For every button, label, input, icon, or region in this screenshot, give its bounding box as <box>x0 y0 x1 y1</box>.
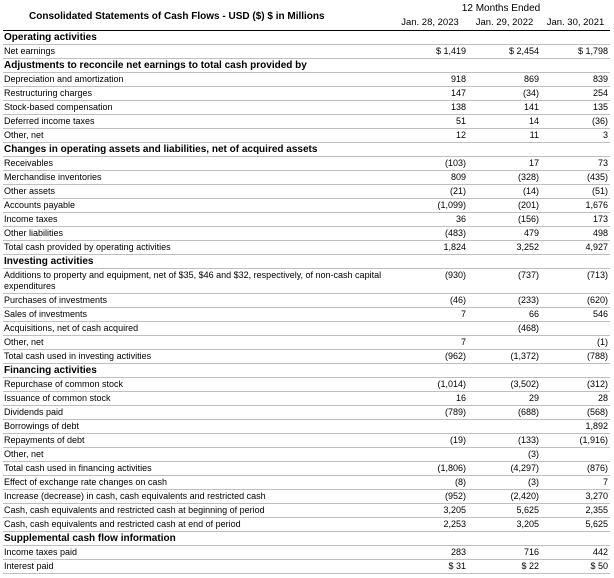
section-label: Supplemental cash flow information <box>3 532 392 546</box>
table-row <box>3 546 610 560</box>
row-label: Sales of investments <box>3 308 392 322</box>
cell-value-2022: (737) <box>468 269 541 294</box>
table-row <box>3 129 610 143</box>
cell-value-2022: (156) <box>468 213 541 227</box>
cell-value-2022 <box>468 364 541 378</box>
table-row <box>3 434 610 448</box>
cell-value-2022: (3) <box>468 448 541 462</box>
table-row <box>3 448 610 462</box>
table-row <box>3 560 610 574</box>
section-header-row <box>3 364 610 378</box>
cell-value-2023: 36 <box>392 213 468 227</box>
cell-value-2023 <box>392 364 468 378</box>
row-label: Other, net <box>3 129 392 143</box>
cell-value-2022: $ 22 <box>468 560 541 574</box>
row-label: Other assets <box>3 185 392 199</box>
row-label: Additions to property and equipment, net of $35, $46 and $32, respectively, of non-cash capital expenditures <box>3 269 392 294</box>
cell-value-2023: 16 <box>392 392 468 406</box>
cell-value-2022: $ 2,454 <box>468 45 541 59</box>
cell-value-2021 <box>541 255 610 269</box>
row-label: Repurchase of common stock <box>3 378 392 392</box>
table-row <box>3 322 610 336</box>
row-label: Cash, cash equivalents and restricted cash at beginning of period <box>3 504 392 518</box>
table-row <box>3 73 610 87</box>
table-row <box>3 490 610 504</box>
section-label: Investing activities <box>3 255 392 269</box>
cell-value-2022 <box>468 31 541 45</box>
cell-value-2021: 73 <box>541 157 610 171</box>
table-row <box>3 294 610 308</box>
cell-value-2023: $ 1,419 <box>392 45 468 59</box>
cell-value-2023: (21) <box>392 185 468 199</box>
section-header-row <box>3 31 610 45</box>
cell-value-2021: (36) <box>541 115 610 129</box>
table-row <box>3 406 610 420</box>
cell-value-2022: 66 <box>468 308 541 322</box>
row-label: Purchases of investments <box>3 294 392 308</box>
cell-value-2021: 3,270 <box>541 490 610 504</box>
cell-value-2021: $ 50 <box>541 560 610 574</box>
cell-value-2021: (876) <box>541 462 610 476</box>
cell-value-2022: 141 <box>468 101 541 115</box>
cell-value-2022: 3,252 <box>468 241 541 255</box>
cell-value-2022: (688) <box>468 406 541 420</box>
period-header: 12 Months Ended <box>461 3 541 14</box>
cell-value-2023: 7 <box>392 308 468 322</box>
cell-value-2021: (1,916) <box>541 434 610 448</box>
cell-value-2022 <box>468 255 541 269</box>
table-row <box>3 227 610 241</box>
row-label: Stock-based compensation <box>3 101 392 115</box>
cell-value-2023: (789) <box>392 406 468 420</box>
cell-value-2021: 135 <box>541 101 610 115</box>
cell-value-2022 <box>468 532 541 546</box>
cell-value-2021: (568) <box>541 406 610 420</box>
cell-value-2022: (2,420) <box>468 490 541 504</box>
section-label: Adjustments to reconcile net earnings to total cash provided by <box>3 59 392 73</box>
table-row <box>3 462 610 476</box>
cell-value-2022: 14 <box>468 115 541 129</box>
cell-value-2022 <box>468 420 541 434</box>
row-label: Cash, cash equivalents and restricted cash at end of period <box>3 518 392 532</box>
section-header-row <box>3 255 610 269</box>
cell-value-2022: (468) <box>468 322 541 336</box>
table-row <box>3 350 610 364</box>
cell-value-2022: 11 <box>468 129 541 143</box>
header-row-group <box>3 2 610 15</box>
cell-value-2021 <box>541 59 610 73</box>
cell-value-2022: (328) <box>468 171 541 185</box>
row-label: Issuance of common stock <box>3 392 392 406</box>
cell-value-2023 <box>392 420 468 434</box>
table-row <box>3 87 610 101</box>
cell-value-2021 <box>541 364 610 378</box>
table-row <box>3 185 610 199</box>
table-row <box>3 171 610 185</box>
cell-value-2022: 17 <box>468 157 541 171</box>
cell-value-2021 <box>541 322 610 336</box>
cell-value-2021: 839 <box>541 73 610 87</box>
row-label: Increase (decrease) in cash, cash equivalents and restricted cash <box>3 490 392 504</box>
cell-value-2021 <box>541 143 610 157</box>
cell-value-2022: (1,372) <box>468 350 541 364</box>
cell-value-2021: (51) <box>541 185 610 199</box>
table-row <box>3 336 610 350</box>
cell-value-2021: 5,625 <box>541 518 610 532</box>
cell-value-2021: (713) <box>541 269 610 294</box>
row-label: Other, net <box>3 336 392 350</box>
cell-value-2023: 2,253 <box>392 518 468 532</box>
row-label: Total cash provided by operating activities <box>3 241 392 255</box>
section-label: Operating activities <box>3 31 392 45</box>
table-row <box>3 199 610 213</box>
cell-value-2021 <box>541 532 610 546</box>
row-label: Borrowings of debt <box>3 420 392 434</box>
cell-value-2021: 173 <box>541 213 610 227</box>
table-row <box>3 157 610 171</box>
section-label: Financing activities <box>3 364 392 378</box>
cell-value-2023: (103) <box>392 157 468 171</box>
cell-value-2023: (1,014) <box>392 378 468 392</box>
row-label: Other, net <box>3 448 392 462</box>
cell-value-2023 <box>392 322 468 336</box>
cell-value-2022: (233) <box>468 294 541 308</box>
column-header-2021: Jan. 30, 2021 <box>541 15 610 31</box>
table-row <box>3 45 610 59</box>
cell-value-2023 <box>392 143 468 157</box>
cell-value-2023: (930) <box>392 269 468 294</box>
cell-value-2021: 3 <box>541 129 610 143</box>
cell-value-2022: 479 <box>468 227 541 241</box>
table-row <box>3 241 610 255</box>
cell-value-2023: 283 <box>392 546 468 560</box>
cell-value-2021: 254 <box>541 87 610 101</box>
cell-value-2022: (201) <box>468 199 541 213</box>
cell-value-2022 <box>468 336 541 350</box>
section-label: Changes in operating assets and liabilities, net of acquired assets <box>3 143 392 157</box>
row-label: Income taxes <box>3 213 392 227</box>
cell-value-2023 <box>392 532 468 546</box>
cell-value-2023: 809 <box>392 171 468 185</box>
cell-value-2023: (1,099) <box>392 199 468 213</box>
cell-value-2023: (8) <box>392 476 468 490</box>
row-label: Depreciation and amortization <box>3 73 392 87</box>
cell-value-2023: (1,806) <box>392 462 468 476</box>
cell-value-2023: (19) <box>392 434 468 448</box>
cell-value-2022: 3,205 <box>468 518 541 532</box>
cell-value-2022: (14) <box>468 185 541 199</box>
table-row <box>3 101 610 115</box>
column-header-2023: Jan. 28, 2023 <box>392 15 468 31</box>
table-row <box>3 213 610 227</box>
row-label: Acquisitions, net of cash acquired <box>3 322 392 336</box>
cell-value-2023: 12 <box>392 129 468 143</box>
cell-value-2022: (3) <box>468 476 541 490</box>
cell-value-2021: (620) <box>541 294 610 308</box>
row-label: Interest paid <box>3 560 392 574</box>
table-row <box>3 392 610 406</box>
cell-value-2021: 28 <box>541 392 610 406</box>
row-label: Merchandise inventories <box>3 171 392 185</box>
cell-value-2023: 918 <box>392 73 468 87</box>
table-row <box>3 420 610 434</box>
row-label: Income taxes paid <box>3 546 392 560</box>
section-header-row <box>3 143 610 157</box>
row-label: Deferred income taxes <box>3 115 392 129</box>
cell-value-2022 <box>468 143 541 157</box>
row-label: Restructuring charges <box>3 87 392 101</box>
cell-value-2021: (435) <box>541 171 610 185</box>
section-header-row <box>3 59 610 73</box>
row-label: Other liabilities <box>3 227 392 241</box>
table-row <box>3 476 610 490</box>
cell-value-2021: 546 <box>541 308 610 322</box>
table-row <box>3 518 610 532</box>
cell-value-2022: (4,297) <box>468 462 541 476</box>
cell-value-2021 <box>541 448 610 462</box>
cell-value-2023: 138 <box>392 101 468 115</box>
cell-value-2023: 7 <box>392 336 468 350</box>
cell-value-2023: (46) <box>392 294 468 308</box>
row-label: Accounts payable <box>3 199 392 213</box>
cell-value-2023 <box>392 448 468 462</box>
cell-value-2023: 1,824 <box>392 241 468 255</box>
cell-value-2022 <box>468 59 541 73</box>
table-row <box>3 308 610 322</box>
column-header-2022: Jan. 29, 2022 <box>468 15 541 31</box>
cell-value-2021: (1) <box>541 336 610 350</box>
cell-value-2022: 716 <box>468 546 541 560</box>
cell-value-2023 <box>392 255 468 269</box>
cell-value-2023: $ 31 <box>392 560 468 574</box>
row-label: Net earnings <box>3 45 392 59</box>
cell-value-2023 <box>392 59 468 73</box>
cell-value-2021: 442 <box>541 546 610 560</box>
row-label: Receivables <box>3 157 392 171</box>
cell-value-2021: (312) <box>541 378 610 392</box>
section-header-row <box>3 532 610 546</box>
cell-value-2023: 51 <box>392 115 468 129</box>
cell-value-2021: 1,892 <box>541 420 610 434</box>
cell-value-2021: (788) <box>541 350 610 364</box>
cash-flow-table <box>3 2 610 574</box>
cell-value-2021: 4,927 <box>541 241 610 255</box>
table-row <box>3 115 610 129</box>
cell-value-2023: (962) <box>392 350 468 364</box>
cell-value-2022: (34) <box>468 87 541 101</box>
table-row <box>3 504 610 518</box>
row-label: Total cash used in financing activities <box>3 462 392 476</box>
cell-value-2021 <box>541 31 610 45</box>
cell-value-2023: (952) <box>392 490 468 504</box>
row-label: Total cash used in investing activities <box>3 350 392 364</box>
cell-value-2021: 2,355 <box>541 504 610 518</box>
statement-title: Consolidated Statements of Cash Flows - USD ($) $ in Millions <box>3 2 392 31</box>
cell-value-2023: 3,205 <box>392 504 468 518</box>
cell-value-2023: (483) <box>392 227 468 241</box>
row-label: Effect of exchange rate changes on cash <box>3 476 392 490</box>
table-row <box>3 378 610 392</box>
cell-value-2022: 869 <box>468 73 541 87</box>
cell-value-2021: 498 <box>541 227 610 241</box>
cell-value-2021: $ 1,798 <box>541 45 610 59</box>
cell-value-2023: 147 <box>392 87 468 101</box>
row-label: Dividends paid <box>3 406 392 420</box>
cell-value-2022: 29 <box>468 392 541 406</box>
cell-value-2022: (3,502) <box>468 378 541 392</box>
table-body <box>3 31 610 574</box>
table-row <box>3 269 610 294</box>
row-label: Repayments of debt <box>3 434 392 448</box>
cell-value-2022: 5,625 <box>468 504 541 518</box>
cell-value-2021: 1,676 <box>541 199 610 213</box>
cell-value-2022: (133) <box>468 434 541 448</box>
cell-value-2023 <box>392 31 468 45</box>
cell-value-2021: 7 <box>541 476 610 490</box>
